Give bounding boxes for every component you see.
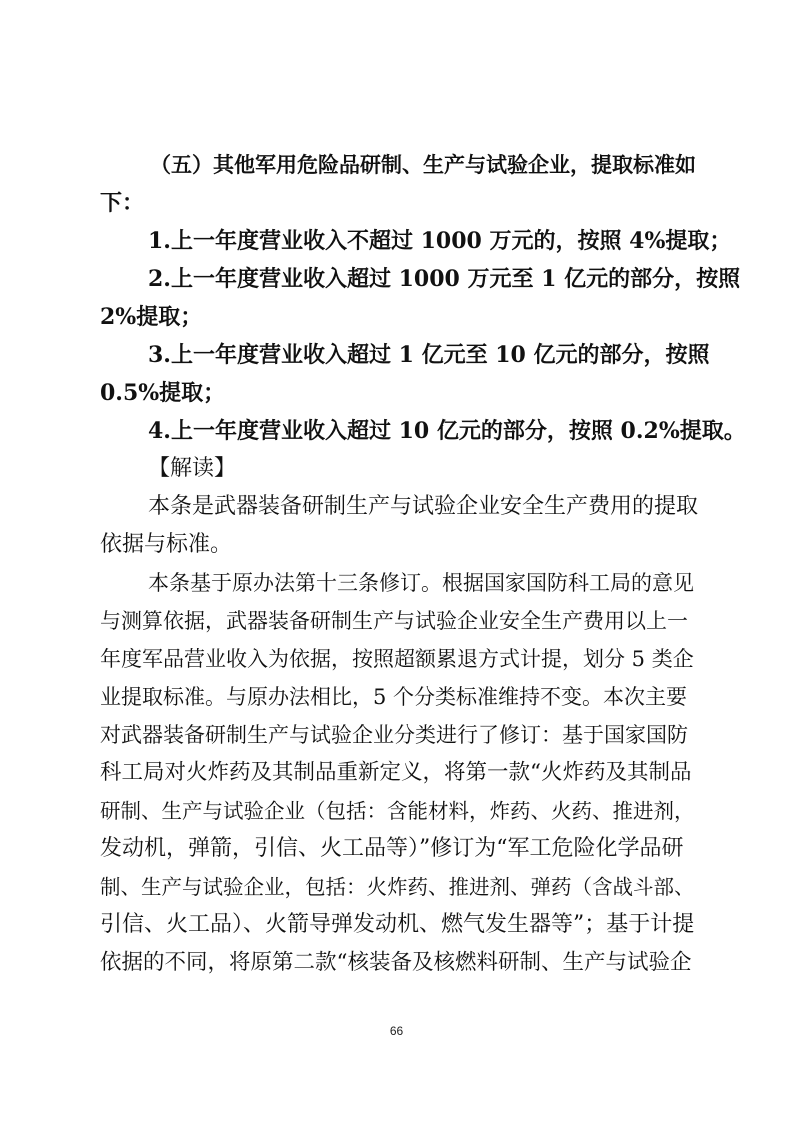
section-heading-line-1: （五）其他军用危险品研制、生产与试验企业，提取标准如 xyxy=(150,152,696,177)
paragraph-2-line-7: 研制、生产与试验企业（包括：含能材料，炸药、火药、推进剂， xyxy=(100,799,695,823)
section-heading-line-2: 下： xyxy=(100,190,145,216)
item-3-line-2: 0.5%提取； xyxy=(100,380,226,406)
paragraph-2-line-11: 依据的不同，将原第二款“核装备及核燃料研制、生产与试验企 xyxy=(100,950,692,975)
paragraph-2-line-10: 引信、火工品）、火箭导弹发动机、燃气发生器等”；基于计提 xyxy=(100,912,695,937)
item-2-line-1: 2.上一年度营业收入超过 1000 万元至 1 亿元的部分，按照 xyxy=(148,266,741,292)
page-number: 66 xyxy=(389,1024,404,1038)
interpretation-label: 【解读】 xyxy=(148,456,237,481)
paragraph-1-line-1: 本条是武器装备研制生产与试验企业安全生产费用的提取 xyxy=(148,494,699,519)
paragraph-2-line-8: 发动机，弹箭，引信、火工品等）”修订为“军工危险化学品研 xyxy=(100,836,684,861)
paragraph-2-line-4: 业提取标准。与原办法相比，5 个分类标准维持不变。本次主要 xyxy=(100,685,688,709)
paragraph-2-line-2: 与测算依据，武器装备研制生产与试验企业安全生产费用以上一 xyxy=(100,609,688,633)
item-2-line-2: 2%提取； xyxy=(100,304,203,330)
paragraph-2-line-9: 制、生产与试验企业，包括：火炸药、推进剂、弹药（含战斗部、 xyxy=(100,875,695,899)
paragraph-2-line-1: 本条基于原办法第十三条修订。根据国家国防科工局的意见 xyxy=(148,571,694,595)
paragraph-2-line-5: 对武器装备研制生产与试验企业分类进行了修订：基于国家国防 xyxy=(100,723,688,747)
paragraph-1-line-2: 依据与标准。 xyxy=(100,532,233,557)
paragraph-2-line-6: 科工局对火炸药及其制品重新定义，将第一款“火炸药及其制品 xyxy=(100,760,692,785)
item-3-line-1: 3.上一年度营业收入超过 1 亿元至 10 亿元的部分，按照 xyxy=(148,342,710,368)
paragraph-2-line-3: 年度军品营业收入为依据，按照超额累退方式计提，划分 5 类企 xyxy=(100,647,694,671)
item-1-line-1: 1.上一年度营业收入不超过 1000 万元的，按照 4%提取； xyxy=(148,228,732,254)
item-4-line-1: 4.上一年度营业收入超过 10 亿元的部分，按照 0.2%提取。 xyxy=(148,418,746,444)
